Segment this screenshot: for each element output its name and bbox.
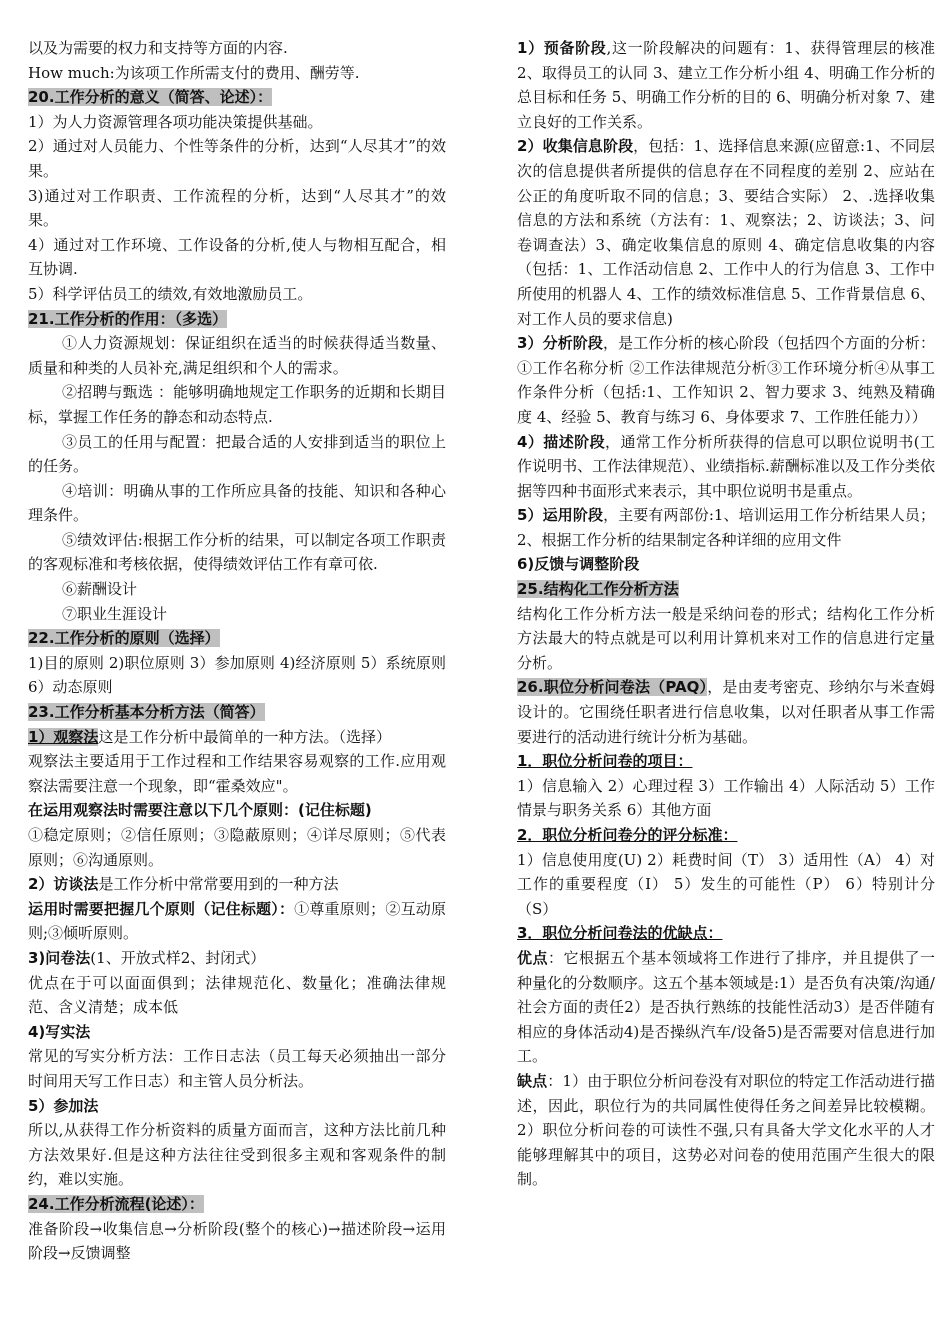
bold-lead: 3)问卷法 xyxy=(28,948,91,967)
paragraph xyxy=(28,1118,446,1192)
paragraph xyxy=(517,430,935,504)
section-heading xyxy=(517,921,935,946)
section-heading xyxy=(517,552,935,577)
bold-lead: 优点 xyxy=(517,948,548,967)
paragraph xyxy=(28,528,446,577)
paragraph-text: 优点在于可以面面俱到；法律规范化、数量化；准确法律规范、含义清楚；成本低 xyxy=(28,973,446,1017)
right-column xyxy=(517,36,935,1192)
section-heading xyxy=(28,307,446,332)
paragraph xyxy=(28,110,446,135)
paragraph xyxy=(28,872,446,897)
paragraph-text: 1）信息使用度(U) 2）耗费时间（T） 3）适用性（A） 4）对工作的重要程度（I） 5）发生的可能性（P） 6）特别计分（S） xyxy=(517,850,935,918)
bold-lead: 运用时需要把握几个原则（记住标题）： xyxy=(28,899,295,918)
heading-text: 22.工作分析的原则（选择） xyxy=(28,629,220,648)
paragraph-text: 3)通过对工作职责、工作流程的分析，达到“人尽其才”的效果。 xyxy=(28,186,446,230)
paragraph xyxy=(28,134,446,183)
paragraph xyxy=(517,1069,935,1192)
section-heading xyxy=(28,1020,446,1045)
paragraph-text: ，通常工作分析所获得的信息可以职位说明书(工作说明书、工作法律规范）、业绩指标.薪酬标准以及工作分类依据等四种书面形式来表示，其中职位说明书是重点。 xyxy=(517,432,935,500)
bold-lead: 5）运用阶段 xyxy=(517,506,604,525)
paragraph xyxy=(517,602,935,676)
paragraph-text: ，是由麦考密克、珍纳尔与米查姆设计的。它围绕任职者进行信息收集，以对任职者从事工作需要进行的活动进行统计分析为基础。 xyxy=(517,678,935,746)
paragraph xyxy=(28,430,446,479)
paragraph xyxy=(517,946,935,1069)
section-heading xyxy=(517,749,935,774)
paragraph-text: ⑥薪酬设计 xyxy=(62,580,138,599)
heading-text: 5）参加法 xyxy=(28,1096,99,1115)
heading-text: 21.工作分析的作用：（多选） xyxy=(28,309,228,328)
heading-text: 24.工作分析流程(论述）： xyxy=(28,1194,204,1213)
paragraph-text: ，是工作分析的核心阶段（包括四个方面的分析：①工作名称分析 ②工作法律规范分析③工作环境分析④从事工作条件分析（包括:1、工作知识 2、智力要求 3、纯熟及精确度 4、经验 5、教育与练习 6、身体要求 7、工作胜任能力）） xyxy=(517,334,935,426)
paragraph xyxy=(28,725,446,750)
paragraph xyxy=(28,651,446,700)
paragraph-text: How much:为该项工作所需支付的费用、酬劳等. xyxy=(28,63,360,82)
paragraph-text: (1、开放式样2、封闭式） xyxy=(90,948,266,967)
paragraph-text: ①尊重原则；②互动原则;③倾听原则。 xyxy=(28,899,446,943)
heading-text: 1．职位分析问卷的项目： xyxy=(517,752,693,771)
paragraph-text: 常见的写实分析方法：工作日志法（员工每天必须抽出一部分时间用天写工作日志）和主管人员分析法。 xyxy=(28,1047,446,1090)
heading-text: 3．职位分析问卷法的优缺点： xyxy=(517,924,723,943)
paragraph xyxy=(28,331,446,380)
paragraph xyxy=(28,380,446,429)
section-heading xyxy=(517,823,935,848)
section-heading xyxy=(28,1192,446,1217)
paragraph xyxy=(28,971,446,1020)
paragraph-text: 观察法主要适用于工作过程和工作结果容易观察的工作.应用观察法需要注意一个现象，即“霍桑效应"。 xyxy=(28,752,446,795)
paragraph xyxy=(28,897,446,946)
bold-lead: 1）观察法 xyxy=(28,727,99,746)
paragraph-text: 1）为人力资源管理各项功能决策提供基础。 xyxy=(28,112,323,131)
bold-lead: 26.职位分析问卷法（PAQ） xyxy=(517,678,708,697)
paragraph-text: ②招聘与甄选 ：能够明确地规定工作职务的近期和长期目标，掌握工作任务的静态和动态特点. xyxy=(28,383,446,426)
paragraph-text: ，主要有两部份:1、培训运用工作分析结果人员； 2、根据工作分析的结果制定各种详细的应用文件 xyxy=(517,506,935,549)
paragraph-text: ：1）由于职位分析问卷没有对职位的特定工作活动进行描述，因此，职位行为的共同属性使得任务之间差异比较模糊。2）职位分析问卷的可读性不强,只有具备大学文化水平的人才能够理解其中的项目，这势必对问卷的使用范围产生很大的限制。 xyxy=(517,1071,935,1189)
paragraph-text: ⑦职业生涯设计 xyxy=(62,604,168,623)
paragraph-text: ⑤绩效评估:根据工作分析的结果，可以制定各项工作职责的客观标准和考核依据，使得绩效评估工作有章可依. xyxy=(28,530,446,574)
paragraph-text: ③员工的任用与配置：把最合适的人安排到适当的职位上的任务。 xyxy=(28,432,446,476)
heading-text: 2．职位分析问卷分的评分标准： xyxy=(517,826,738,844)
paragraph-text: 所以,从获得工作分析资料的质量方面而言，这种方法比前几种方法效果好.但是这种方法往往受到很多主观和客观条件的制约，难以实施。 xyxy=(28,1121,446,1189)
paragraph-text: 准备阶段→收集信息→分析阶段(整个的核心)→描述阶段→运用阶段→反馈调整 xyxy=(28,1219,446,1263)
section-heading xyxy=(28,1094,446,1119)
paragraph-text: 1)目的原则 2)职位原则 3）参加原则 4)经济原则 5）系统原则 6）动态原则 xyxy=(28,653,446,697)
paragraph xyxy=(28,479,446,528)
paragraph xyxy=(517,848,935,922)
bold-lead: 2）收集信息阶段 xyxy=(517,137,634,156)
paragraph-text: ,这一阶段解决的问题有：1、获得管理层的核准 2、取得员工的认同 3、建立工作分析小组 4、明确工作分析的总目标和任务 5、明确工作分析的目的 6、明确分析对象 7、建立良好的工作关系。 xyxy=(517,39,935,131)
paragraph xyxy=(28,577,446,602)
section-heading xyxy=(28,85,446,110)
paragraph-text: 4）通过对工作环境、工作设备的分析,使人与物相互配合，相互协调. xyxy=(28,235,446,279)
paragraph xyxy=(517,36,935,134)
paragraph xyxy=(28,1044,446,1093)
paragraph xyxy=(28,749,446,798)
bold-lead: 3）分析阶段 xyxy=(517,334,604,353)
heading-text: 6)反馈与调整阶段 xyxy=(517,555,640,574)
heading-text: 25.结构化工作分析方法 xyxy=(517,580,679,599)
section-heading xyxy=(28,626,446,651)
paragraph xyxy=(517,503,935,552)
section-heading xyxy=(28,700,446,725)
section-heading xyxy=(517,577,935,602)
paragraph-text: ：它根据五个基本领域将工作进行了排序，并且提供了一种量化的分数顺序。这五个基本领域是:1）是否负有决策/沟通/社会方面的责任2）是否执行熟练的技能性活动3）是否伴随有相应的身体活动4)是否操纵汽车/设备5)是否需要对信息进行加工。 xyxy=(517,948,935,1066)
paragraph-text: 1）信息输入 2）心理过程 3）工作输出 4）人际活动 5）工作情景与职务关系 6）其他方面 xyxy=(517,776,935,820)
paragraph xyxy=(517,331,935,429)
paragraph-text: 以及为需要的权力和支持等方面的内容. xyxy=(28,39,288,57)
bold-lead: 缺点 xyxy=(517,1071,548,1090)
paragraph xyxy=(517,134,935,331)
paragraph-text: ，包括：1、选择信息来源(应留意:1、不同层次的信息提供者所提供的信息存在不同程度的差别 2、应站在公正的角度听取不同的信息；3、要结合实际） 2、.选择收集信息的方法和系统（方法有：1、观察法；2、访谈法；3、问卷调查法）3、确定收集信息的原则 4、确定信息收集的内容（包括：1、工作活动信息 2、工作中人的行为信息 3、工作中所使用的机器人 4、工作的绩效标准信息 5、工作背景信息 6、对工作人员的要求信息) xyxy=(517,137,935,328)
heading-text: 4)写实法 xyxy=(28,1022,91,1041)
paragraph xyxy=(28,282,446,307)
paragraph xyxy=(28,602,446,627)
paragraph-text: ①稳定原则；②信任原则；③隐蔽原则；④详尽原则；⑤代表原则；⑥沟通原则。 xyxy=(28,826,446,869)
paragraph xyxy=(28,36,446,61)
paragraph-text: 结构化工作分析方法一般是采纳问卷的形式；结构化工作分析方法最大的特点就是可以利用计算机来对工作的信息进行定量分析。 xyxy=(517,604,935,672)
paragraph-text: 5）科学评估员工的绩效,有效地激励员工。 xyxy=(28,284,313,303)
bold-lead: 1）预备阶段 xyxy=(517,39,607,57)
paragraph xyxy=(28,823,446,872)
paragraph-text: ①人力资源规划：保证组织在适当的时候获得适当数量、质量和种类的人员补充,满足组织和个人的需求。 xyxy=(28,334,446,377)
bold-lead: 2）访谈法 xyxy=(28,875,99,894)
paragraph xyxy=(517,675,935,749)
paragraph xyxy=(28,1217,446,1266)
paragraph xyxy=(28,61,446,86)
section-heading xyxy=(28,798,446,823)
paragraph-text: 2）通过对人员能力、个性等条件的分析，达到“人尽其才”的效果。 xyxy=(28,137,446,180)
paragraph xyxy=(28,184,446,233)
paragraph-text: 是工作分析中常常要用到的一种方法 xyxy=(98,875,339,894)
heading-text: 20.工作分析的意义（简答、论述）： xyxy=(28,88,273,107)
paragraph xyxy=(28,233,446,282)
paragraph xyxy=(517,774,935,823)
paragraph-text: 这是工作分析中最简单的一种方法。（选择） xyxy=(98,727,391,746)
paragraph-text: ④培训：明确从事的工作所应具备的技能、知识和各种心理条件。 xyxy=(28,481,446,525)
paragraph xyxy=(28,946,446,971)
heading-text: 23.工作分析基本分析方法（简答） xyxy=(28,703,265,722)
bold-lead: 4）描述阶段 xyxy=(517,432,606,451)
heading-text: 在运用观察法时需要注意以下几个原则：(记住标题) xyxy=(28,801,372,820)
left-column xyxy=(28,36,446,1266)
